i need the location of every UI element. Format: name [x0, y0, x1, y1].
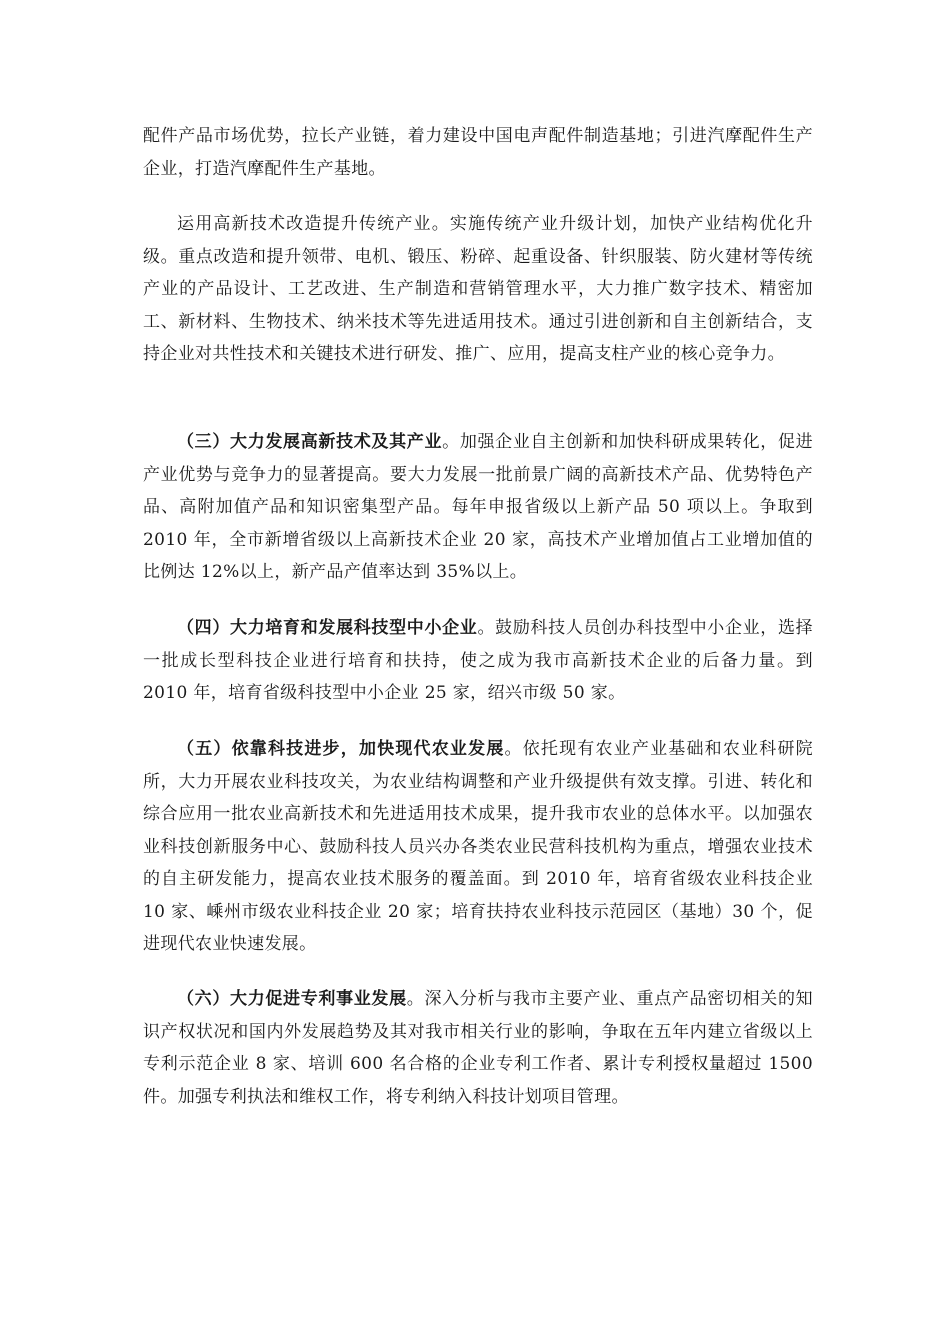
paragraph-text — [143, 733, 813, 961]
section-heading: （六）大力促进专利事业发展 — [177, 989, 407, 1009]
section-heading: （五）依靠科技进步，加快现代农业发展 — [177, 739, 505, 759]
paragraph-body: 运用高新技术改造提升传统产业。实施传统产业升级计划，加快产业结构优化升级。重点改造和提升领带、电机、锻压、粉碎、起重设备、针织服装、防火建材等传统产业的产品设计、工艺改进、生产制造和营销管理水平，大力推广数字技术、精密加工、新材料、生物技术、纳米技术等先进适用技术。通过引进创新和自主创新结合，支持企业对共性技术和关键技术进行研发、推广、应用，提高支柱产业的核心竞争力。 — [143, 214, 813, 364]
paragraph-body: 。鼓励科技人员创办科技型中小企业，选择一批成长型科技企业进行培育和扶持，使之成为我市高新技术企业的后备力量。到 2010 年，培育省级科技型中小企业 25 家，绍兴市级 50 家。 — [143, 618, 813, 703]
paragraph-text — [143, 426, 813, 589]
paragraph-continuation — [143, 120, 813, 185]
paragraph-patent-development — [143, 983, 813, 1113]
section-heading: （四）大力培育和发展科技型中小企业 — [177, 618, 478, 638]
paragraph-modern-agriculture — [143, 733, 813, 961]
paragraph-body: 。加强企业自主创新和加快科研成果转化，促进产业优势与竞争力的显著提高。要大力发展一批前景广阔的高新技术产品、优势特色产品、高附加值产品和知识密集型产品。每年申报省级以上新产品 50 项以上。争取到 2010 年，全市新增省级以上高新技术企业 20 家，高技术产业增加值占工业增加值的比例达 12%以上，新产品产值率达到 35%以上。 — [143, 432, 813, 582]
paragraph-body: 。深入分析与我市主要产业、重点产品密切相关的知识产权状况和国内外发展趋势及其对我市相关行业的影响，争取在五年内建立省级以上专利示范企业 8 家、培训 600 名合格的企业专利工作者、累计专利授权量超过 1500 件。加强专利执法和维权工作，将专利纳入科技计划项目管理。 — [143, 989, 813, 1107]
paragraph-text — [143, 983, 813, 1113]
section-heading: （三）大力发展高新技术及其产业 — [177, 432, 443, 452]
paragraph-traditional-industry — [143, 208, 813, 371]
paragraph-sme-development — [143, 612, 813, 710]
paragraph-body: 配件产品市场优势，拉长产业链，着力建设中国电声配件制造基地；引进汽摩配件生产企业，打造汽摩配件生产基地。 — [143, 126, 813, 179]
paragraph-text — [143, 612, 813, 710]
paragraph-high-tech-industry — [143, 426, 813, 589]
paragraph-body: 。依托现有农业产业基础和农业科研院所，大力开展农业科技攻关，为农业结构调整和产业升级提供有效支撑。引进、转化和综合应用一批农业高新技术和先进适用技术成果，提升我市农业的总体水平。以加强农业科技创新服务中心、鼓励科技人员兴办各类农业民营科技机构为重点，增强农业技术的自主研发能力，提高农业技术服务的覆盖面。到 2010 年，培育省级农业科技企业 10 家、嵊州市级农业科技企业 20 家；培育扶持农业科技示范园区（基地）30 个，促进现代农业快速发展。 — [143, 739, 813, 954]
